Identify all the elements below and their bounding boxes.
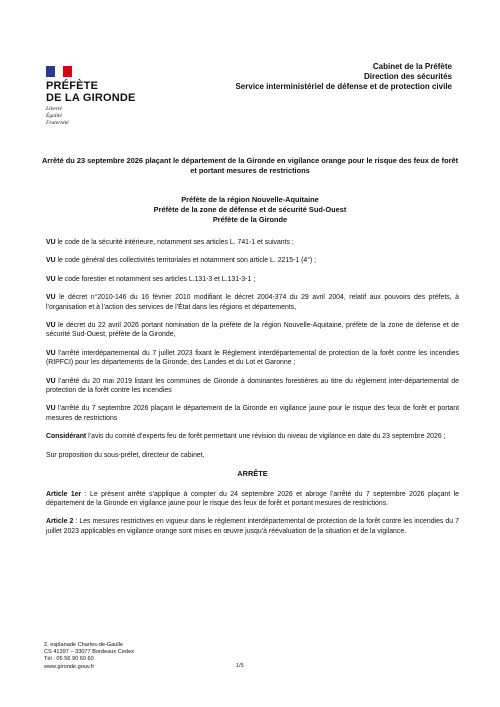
logo-title-line1: PRÉFÈTE: [46, 80, 99, 92]
republic-motto: [46, 106, 69, 127]
visa-paragraph: VU le code général des collectivités territoriales et notamment son article L. 2215-1 (4°) ;: [46, 257, 317, 265]
motto-egalite: Égalité: [46, 113, 62, 119]
motto-liberte: Liberté: [46, 106, 62, 112]
issuing-service-header: [235, 62, 452, 92]
visa-paragraph: VU l’arrêté interdépartemental du 7 juillet 2023 fixant le Règlement interdépartemental de protection de la forêt contre les incendies (RIPFCI) pour les départements de la Gironde, des Landes et du Lot et Garonne ;: [46, 349, 459, 367]
visa-paragraph: VU le décret n°2010-146 du 16 février 2010 modifiant le décret 2004-374 du 29 avril 2004, relatif aux pouvoirs des préfets, à l’organisation et à l’action des services de l’État dans les régions et départements,: [46, 294, 459, 311]
authority-region: Préfète de la région Nouvelle-Aquitaine: [181, 195, 319, 204]
page-number: 1/5: [236, 663, 244, 669]
header-direction: Direction des sécurités: [363, 72, 452, 81]
prefecture-logo-title: [46, 80, 136, 104]
footer-postal: CS 41397 – 33077 Bordeaux Cedex: [44, 649, 134, 656]
visa-paragraph: VU l’arrêté du 20 mai 2019 listant les communes de Gironde à dominantes forestières au titre du règlement inter-départemental de protection de la forêt contre les incendies: [46, 377, 459, 395]
visa-paragraph: VU le code forestier et notamment ses articles L.131-3 et L.131-3-1 ;: [46, 275, 256, 283]
decree-body: [46, 238, 459, 545]
header-service: Service interministériel de défense et de protection civile: [235, 82, 452, 91]
footer-street: 2, esplanade Charles-de-Gaulle: [44, 642, 123, 648]
visa-paragraph: VU le code de la sécurité intérieure, notamment ses articles L. 741-1 et suivants ;: [46, 239, 294, 246]
visa-paragraph: VU l’arrêté du 7 septembre 2026 plaçant le département de la Gironde en vigilance jaune pour le risque des feux de forêt et portant mesures de restrictions: [46, 405, 459, 422]
article-1: Article 1er : Le présent arrêté s’applique à compter du 24 septembre 2026 et abroge l’arrêté du 7 septembre 2026 plaçant le département de la Gironde en vigilance jaune pour le risque des feux de forêt et portant mesures de restrictions.: [46, 490, 459, 507]
motto-fraternite: Fraternité: [46, 120, 69, 126]
footer-address: [44, 642, 134, 671]
footer-website: www.gironde.gouv.fr: [44, 663, 95, 670]
proposal-paragraph: Sur proposition du sous-préfet, directeur de cabinet,: [46, 451, 205, 459]
logo-title-line2: DE LA GIRONDE: [46, 92, 136, 104]
authority-department: Préfète de la Gironde: [212, 215, 288, 224]
header-cabinet: Cabinet de la Préfète: [372, 62, 452, 71]
authority-zone: Préfète de la zone de défense et de sécurité Sud-Ouest: [153, 205, 347, 214]
visa-paragraph: VU le décret du 22 avril 2026 portant nomination de la préfète de la région Nouvelle-Aquitaine, préfète de la zone de défense et de sécurité Sud-Ouest, préfète de la Gironde,: [46, 322, 459, 339]
decree-title: Arrêté du 23 septembre 2026 plaçant le département de la Gironde en vigilance orange pour le risque des feux de forêt et portant mesures de restrictions: [41, 156, 459, 175]
marianne-flag-icon: [46, 66, 72, 77]
arrete-heading: ARRÊTE: [237, 469, 268, 479]
footer-phone: Tél : 05 56 90 60 60: [44, 656, 94, 663]
issuing-authority: [40, 195, 460, 225]
considerant-paragraph: Considérant l’avis du comité d’experts feu de forêt permettant une révision du niveau de vigilance en date du 23 septembre 2026 ;: [46, 433, 446, 441]
article-2: Article 2 : Les mesures restrictives en vigueur dans le règlement interdépartemental de protection de la forêt contre les incendies du 7 juillet 2023 applicables en vigilance orange sont mises en œuvre jusqu’à réévaluation de la situation et de la vigilance.: [46, 518, 459, 535]
